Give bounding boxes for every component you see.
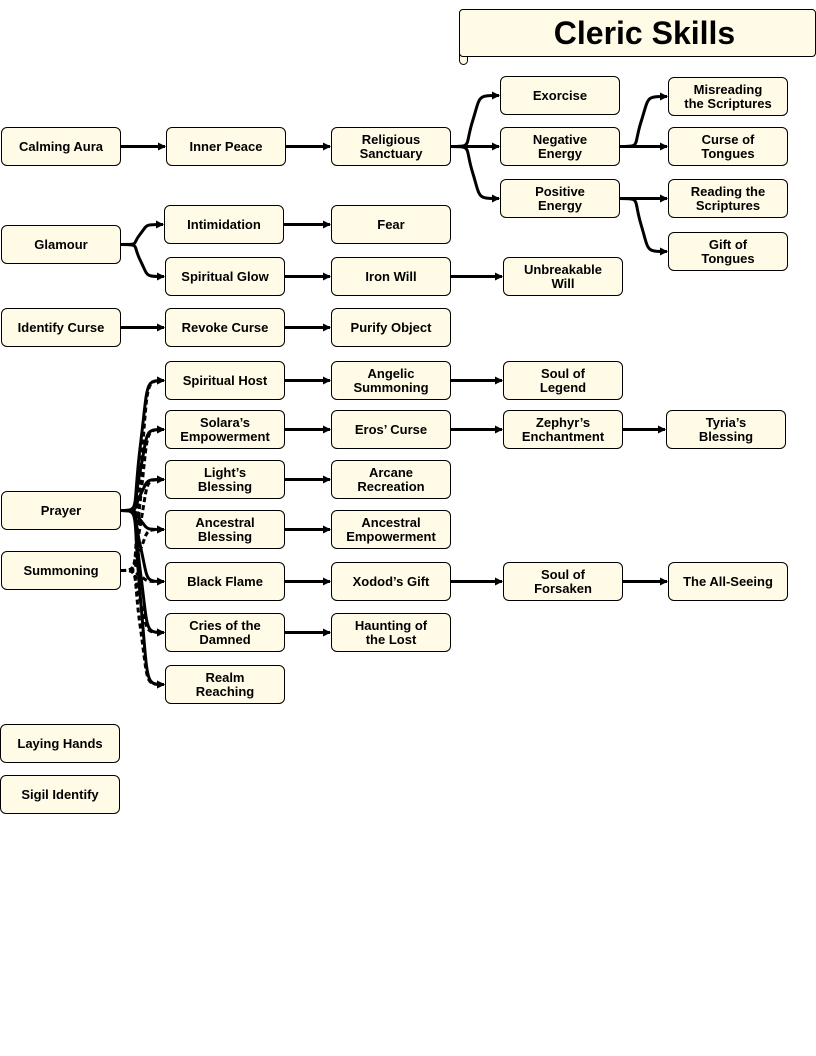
skill-node-the-all-seeing: The All-Seeing bbox=[668, 562, 788, 601]
skill-node-laying-hands: Laying Hands bbox=[0, 724, 120, 763]
edge-glamour-to-spiritual-glow bbox=[121, 245, 164, 277]
skill-node-positive-energy: Positive Energy bbox=[500, 179, 620, 218]
skill-node-inner-peace: Inner Peace bbox=[166, 127, 286, 166]
edge-religious-sanctuary-to-exorcise bbox=[451, 96, 499, 147]
skill-node-fear: Fear bbox=[331, 205, 451, 244]
edge-glamour-to-intimidation bbox=[121, 225, 163, 245]
skill-node-soul-of-forsaken: Soul of Forsaken bbox=[503, 562, 623, 601]
skill-node-gift-of-tongues: Gift of Tongues bbox=[668, 232, 788, 271]
skill-node-purify-object: Purify Object bbox=[331, 308, 451, 347]
skill-node-realm-reaching: Realm Reaching bbox=[165, 665, 285, 704]
skill-node-arcane-recreation: Arcane Recreation bbox=[331, 460, 451, 499]
skill-node-exorcise: Exorcise bbox=[500, 76, 620, 115]
skill-node-sigil-identify: Sigil Identify bbox=[0, 775, 120, 814]
skill-node-misreading-scriptures: Misreading the Scriptures bbox=[668, 77, 788, 116]
skill-node-xodods-gift: Xodod’s Gift bbox=[331, 562, 451, 601]
skill-node-soul-of-legend: Soul of Legend bbox=[503, 361, 623, 400]
skill-node-ancestral-empowerment: Ancestral Empowerment bbox=[331, 510, 451, 549]
skill-node-glamour: Glamour bbox=[1, 225, 121, 264]
skill-node-spiritual-glow: Spiritual Glow bbox=[165, 257, 285, 296]
skill-node-ancestral-blessing: Ancestral Blessing bbox=[165, 510, 285, 549]
skill-node-angelic-summoning: Angelic Summoning bbox=[331, 361, 451, 400]
page-title: Cleric Skills bbox=[553, 14, 736, 51]
skill-node-unbreakable-will: Unbreakable Will bbox=[503, 257, 623, 296]
skill-node-iron-will: Iron Will bbox=[331, 257, 451, 296]
skill-node-black-flame: Black Flame bbox=[165, 562, 285, 601]
skill-node-cries-of-the-damned: Cries of the Damned bbox=[165, 613, 285, 652]
skill-node-calming-aura: Calming Aura bbox=[1, 127, 121, 166]
skill-node-identify-curse: Identify Curse bbox=[1, 308, 121, 347]
edge-religious-sanctuary-to-positive-energy bbox=[451, 147, 499, 199]
skill-node-intimidation: Intimidation bbox=[164, 205, 284, 244]
skill-node-religious-sanctuary: Religious Sanctuary bbox=[331, 127, 451, 166]
skill-node-spiritual-host: Spiritual Host bbox=[165, 361, 285, 400]
skill-node-curse-of-tongues: Curse of Tongues bbox=[668, 127, 788, 166]
skill-node-tyrias-blessing: Tyria’s Blessing bbox=[666, 410, 786, 449]
edge-positive-energy-to-gift-of-tongues bbox=[620, 199, 667, 252]
title-scroll bbox=[459, 9, 816, 57]
skill-node-prayer: Prayer bbox=[1, 491, 121, 530]
skill-node-solaras-empowerment: Solara’s Empowerment bbox=[165, 410, 285, 449]
skill-node-summoning: Summoning bbox=[1, 551, 121, 590]
skill-node-lights-blessing: Light’s Blessing bbox=[165, 460, 285, 499]
skill-node-zephyrs-enchantment: Zephyr’s Enchantment bbox=[503, 410, 623, 449]
edge-negative-energy-to-misreading-scriptures bbox=[620, 97, 667, 147]
skill-node-haunting-of-the-lost: Haunting of the Lost bbox=[331, 613, 451, 652]
skill-node-reading-scriptures: Reading the Scriptures bbox=[668, 179, 788, 218]
skill-node-negative-energy: Negative Energy bbox=[500, 127, 620, 166]
skill-node-eros-curse: Eros’ Curse bbox=[331, 410, 451, 449]
skill-node-revoke-curse: Revoke Curse bbox=[165, 308, 285, 347]
